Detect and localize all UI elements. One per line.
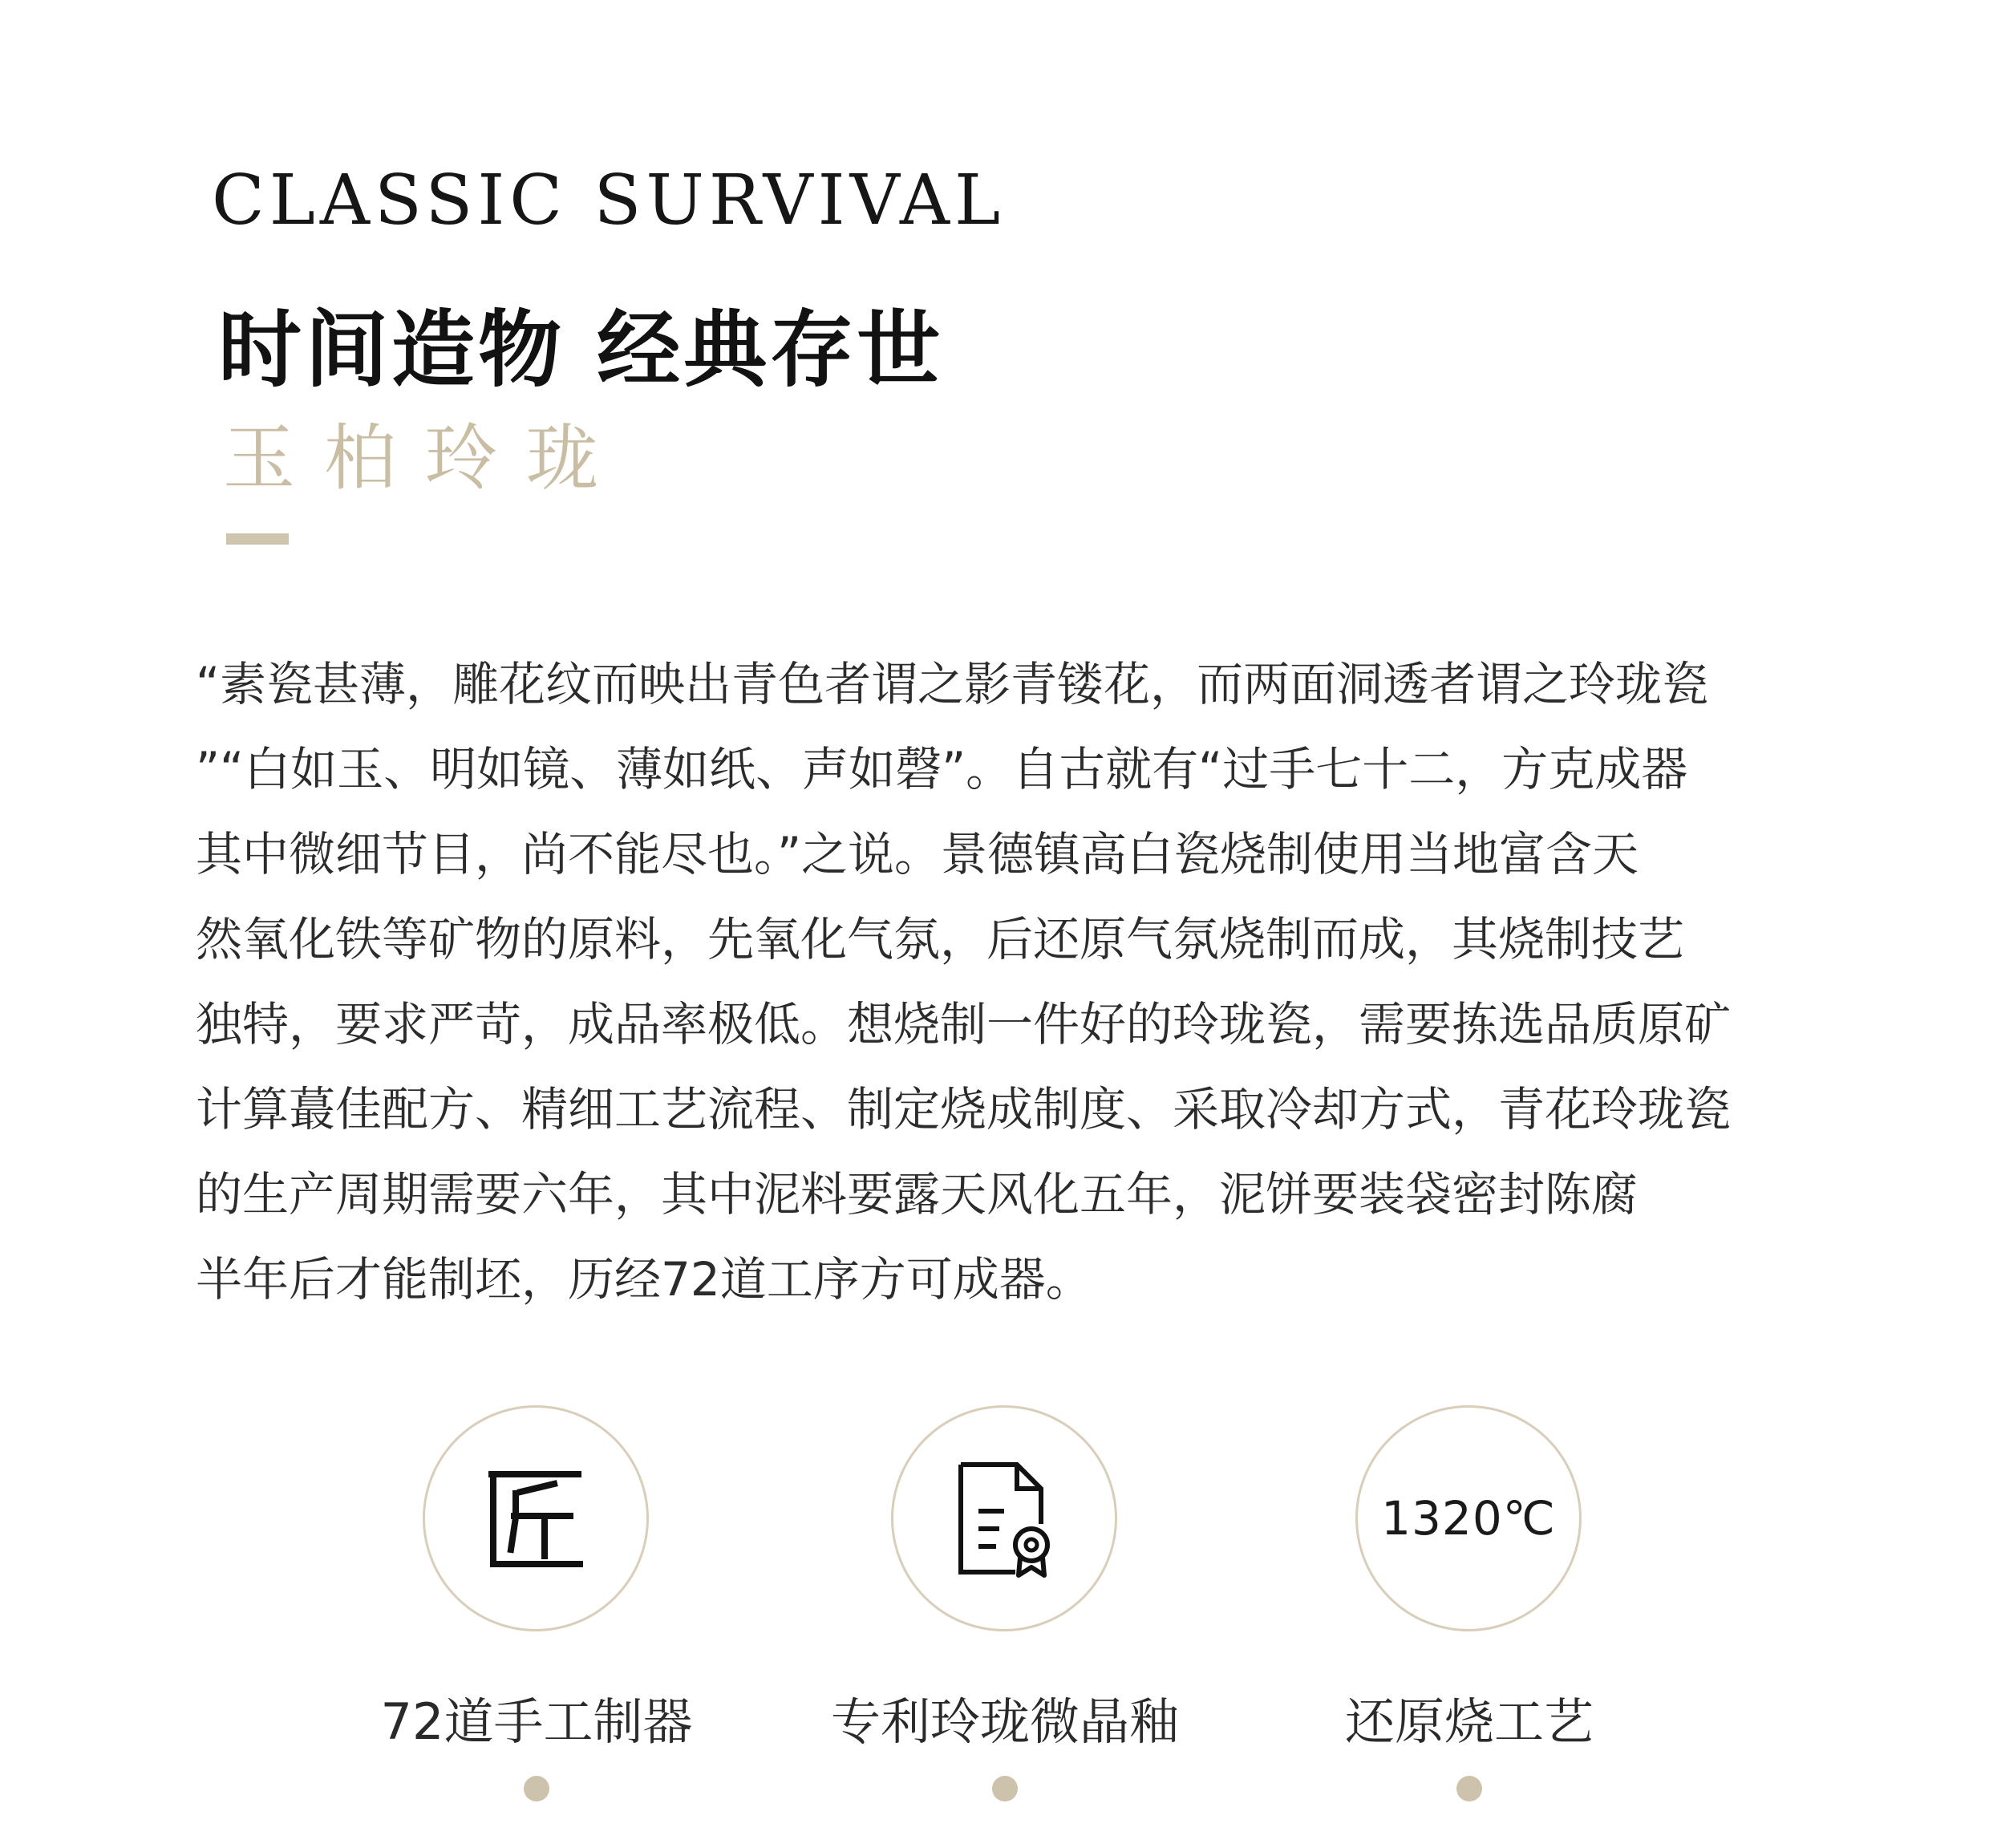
paragraph-line: 然氧化铁等矿物的原料，先氧化气氛，后还原气氛烧制而成，其烧制技艺 xyxy=(196,912,1685,967)
feature-patent-glaze xyxy=(796,1405,1213,1838)
description-paragraph xyxy=(196,642,1880,1322)
paragraph-line: ”“白如玉、明如镜、薄如纸、声如磬”。自古就有“过手七十二，方克成器 xyxy=(196,742,1688,796)
paragraph-line: 半年后才能制坯，历经72道工序方可成器。 xyxy=(196,1252,1092,1307)
temperature-text-icon: 1320℃ xyxy=(1381,1491,1556,1546)
feature-dot xyxy=(524,1776,549,1801)
feature-circle xyxy=(1355,1405,1582,1631)
feature-label: 专利玲珑微晶釉 xyxy=(830,1692,1179,1751)
artisan-glyph-icon xyxy=(484,1466,588,1570)
paragraph-line: 独特，要求严苛，成品率极低。想烧制一件好的玲珑瓷，需要拣选品质原矿 xyxy=(196,997,1732,1052)
paragraph-line: “素瓷甚薄，雕花纹而映出青色者谓之影青镂花，而两面洞透者谓之玲珑瓷 xyxy=(196,657,1709,711)
page-headline: 时间造物 经典存世 xyxy=(218,301,944,399)
accent-divider xyxy=(226,533,289,545)
feature-label: 还原烧工艺 xyxy=(1344,1692,1594,1751)
paragraph-line: 其中微细节目，尚不能尽也。”之说。景德镇高白瓷烧制使用当地富含天 xyxy=(196,827,1639,881)
paragraph-line: 的生产周期需要六年，其中泥料要露天风化五年，泥饼要装袋密封陈腐 xyxy=(196,1167,1639,1222)
certificate-document-icon xyxy=(948,1458,1060,1578)
feature-dot xyxy=(992,1776,1018,1801)
feature-dot xyxy=(1456,1776,1482,1801)
feature-label: 72道手工制器 xyxy=(380,1692,693,1751)
feature-reduction-firing xyxy=(1261,1405,1678,1838)
eyebrow-title: CLASSIC SURVIVAL xyxy=(212,160,1006,241)
feature-circle xyxy=(891,1405,1117,1631)
feature-handmade xyxy=(328,1405,745,1838)
brand-name: 玉柏玲珑 xyxy=(223,416,627,500)
feature-circle xyxy=(423,1405,649,1631)
paragraph-line: 计算蕞佳配方、精细工艺流程、制定烧成制度、采取冷却方式，青花玲珑瓷 xyxy=(196,1082,1732,1137)
